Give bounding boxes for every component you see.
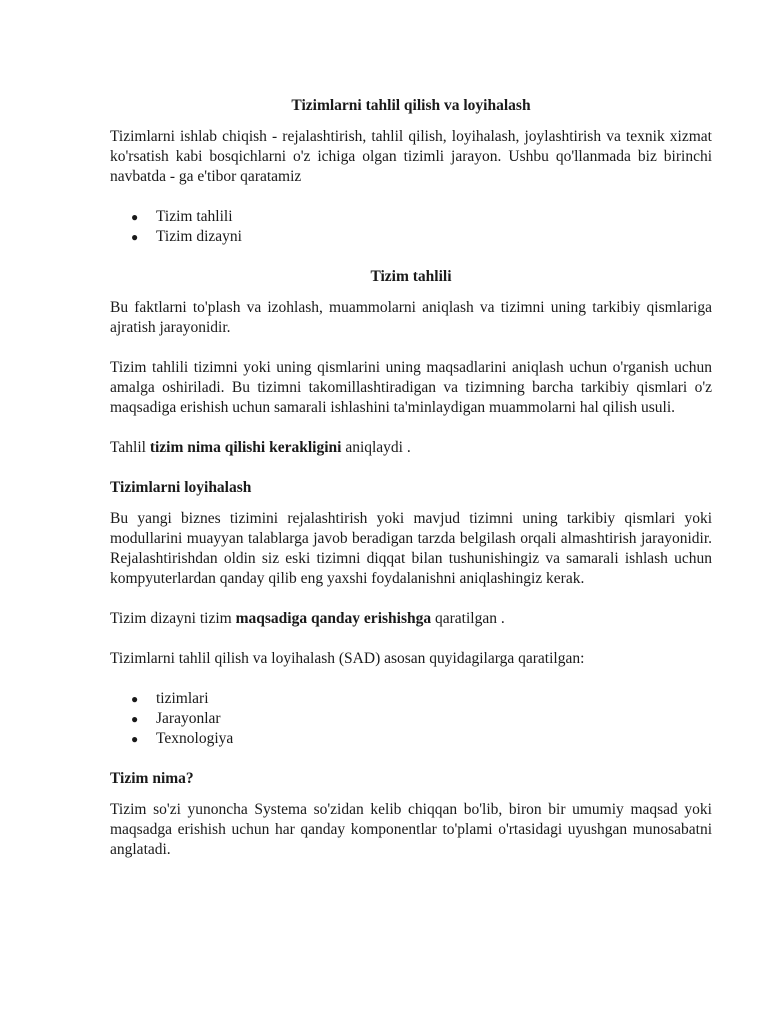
paragraph: Tahlil tizim nima qilishi kerakligini aniqlaydi . [110, 439, 411, 456]
paragraph: Tizim tahlili tizimni yoki uning qismlarini uning maqsadlarini aniqlash uchun o'rganish uchun amalga oshiriladi. Bu tizimni takomillashtiradigan va tizimning barcha tarkibiy qismlari o'z maqsadiga erishish uchun samarali ishlashini ta'minlaydigan muammolarni hal qilish usuli. [110, 359, 712, 416]
list-item: ● Jarayonlar [131, 710, 221, 727]
section-heading-tizim-tahlili: Tizim tahlili [370, 268, 452, 285]
bullet-icon: ● [131, 732, 139, 746]
list-item: ● tizimlari [131, 690, 209, 707]
paragraph: Tizimlarni tahlil qilish va loyihalash (SAD) asosan quyidagilarga qaratilgan: [110, 650, 585, 667]
paragraph: Tizim so'zi yunoncha Systema so'zidan kelib chiqqan bo'lib, biron bir umumiy maqsad yoki maqsadga erishish uchun har qanday komponentlar to'plami o'rtasidagi uyushgan munosabatni anglatadi. [110, 801, 712, 858]
bullet-icon: ● [131, 712, 139, 726]
paragraph: Bu faktlarni to'plash va izohlash, muammolarni aniqlash va tizimni uning tarkibiy qismlariga ajratish jarayonidir. [110, 299, 712, 336]
bullet-icon: ● [131, 210, 139, 224]
document-page [110, 96, 712, 880]
bullet-icon: ● [131, 692, 139, 706]
paragraph: Bu yangi biznes tizimini rejalashtirish yoki mavjud tizimni uning tarkibiy qismlari yoki modullarini muayyan talablarga javob beradigan tarzda belgilash orqali almashtirish jarayonidir. Rejalashtirishdan oldin siz eski tizimni diqqat bilan tushunishingiz va samarali ishlash uchun kompyuterlardan qanday qilib eng yaxshi foydalanishni aniqlashingiz kerak. [110, 510, 712, 587]
intro-paragraph: Tizimlarni ishlab chiqish - rejalashtirish, tahlil qilish, loyihalash, joylashtirish va texnik xizmat ko'rsatish kabi bosqichlarni o'z ichiga olgan tizimli jarayon. Ushbu qo'llanmada biz birinchi navbatda - ga e'tibor qaratamiz [110, 128, 712, 185]
document-title: Tizimlarni tahlil qilish va loyihalash [291, 97, 531, 114]
bullet-icon: ● [131, 230, 139, 244]
section-heading-tizimlarni-loyihalash: Tizimlarni loyihalash [110, 479, 252, 496]
list-item: ● Tizim tahlili [131, 208, 233, 225]
topics-list [110, 207, 712, 247]
bold-phrase: tizim nima qilishi kerakligini [149, 439, 342, 456]
list-item: ● Tizim dizayni [131, 228, 242, 245]
focus-list [110, 689, 712, 749]
bold-phrase: maqsadiga qanday erishishga [235, 610, 432, 627]
section-heading-tizim-nima: Tizim nima? [110, 770, 194, 787]
list-item: ● Texnologiya [131, 730, 234, 747]
paragraph: Tizim dizayni tizim maqsadiga qanday erishishga qaratilgan . [110, 610, 505, 627]
